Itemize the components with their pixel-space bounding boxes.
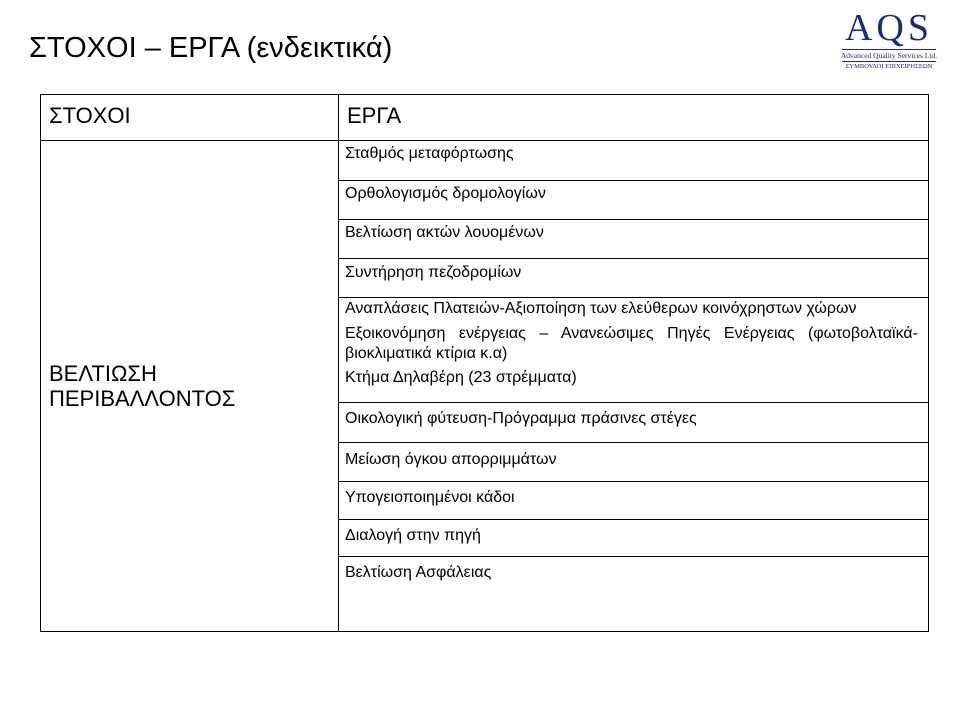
logo-rule xyxy=(842,49,936,50)
header-works: ΕΡΓΑ xyxy=(339,95,929,141)
goal-environment: ΒΕΛΤΙΩΣΗ ΠΕΡΙΒΑΛΛΟΝΤΟΣ xyxy=(41,141,339,632)
logo-mark: AQS xyxy=(844,7,934,49)
work-item-1: Σταθμός μεταφόρτωσης xyxy=(339,141,928,181)
work-item-8: Οικολογική φύτευση-Πρόγραμμα πράσινες στέγες xyxy=(339,403,928,443)
slide-title: ΣΤΟΧΟΙ – ΕΡΓΑ (ενδεικτικά) xyxy=(29,32,393,64)
goals-works-table xyxy=(40,94,929,632)
work-item-10: Υπογειοποιημένοι κάδοι xyxy=(339,482,928,520)
work-item-3: Βελτίωση ακτών λουομένων xyxy=(339,220,928,259)
work-item-5: Αναπλάσεις Πλατειών-Αξιοποίηση των ελεύθερων κοινόχρηστων χώρων xyxy=(345,300,857,317)
logo-tagline: ΣΥΜΒΟΥΛΟΙ ΕΠΙΧΕΙΡΗΣΕΩΝ xyxy=(845,63,933,70)
work-item-2: Ορθολογισμός δρομολογίων xyxy=(339,181,928,220)
work-item-12: Βελτίωση Ασφάλειας xyxy=(345,564,492,581)
logo-rule-2 xyxy=(842,61,936,62)
table-header-row xyxy=(41,95,929,141)
work-item-11: Διαλογή στην πηγή xyxy=(339,520,928,557)
works-cell xyxy=(339,141,929,632)
work-item-4: Συντήρηση πεζοδρομίων xyxy=(339,259,928,298)
work-item-6: Εξοικονόμηση ενέργειας – Ανανεώσιμες Πηγές Ενέργειας (φωτοβολταϊκά-βιοκλιματικά κτίρια κ.α) xyxy=(345,325,918,362)
work-item-9: Μείωση όγκου απορριμμάτων xyxy=(339,443,928,482)
table-body-row xyxy=(41,141,929,632)
header-goals: ΣΤΟΧΟΙ xyxy=(41,95,339,141)
work-item-7: Κτήμα Δηλαβέρη (23 στρέμματα) xyxy=(339,364,928,403)
company-logo xyxy=(838,8,940,68)
logo-subtitle: Advanced Quality Services Ltd. xyxy=(840,51,938,60)
